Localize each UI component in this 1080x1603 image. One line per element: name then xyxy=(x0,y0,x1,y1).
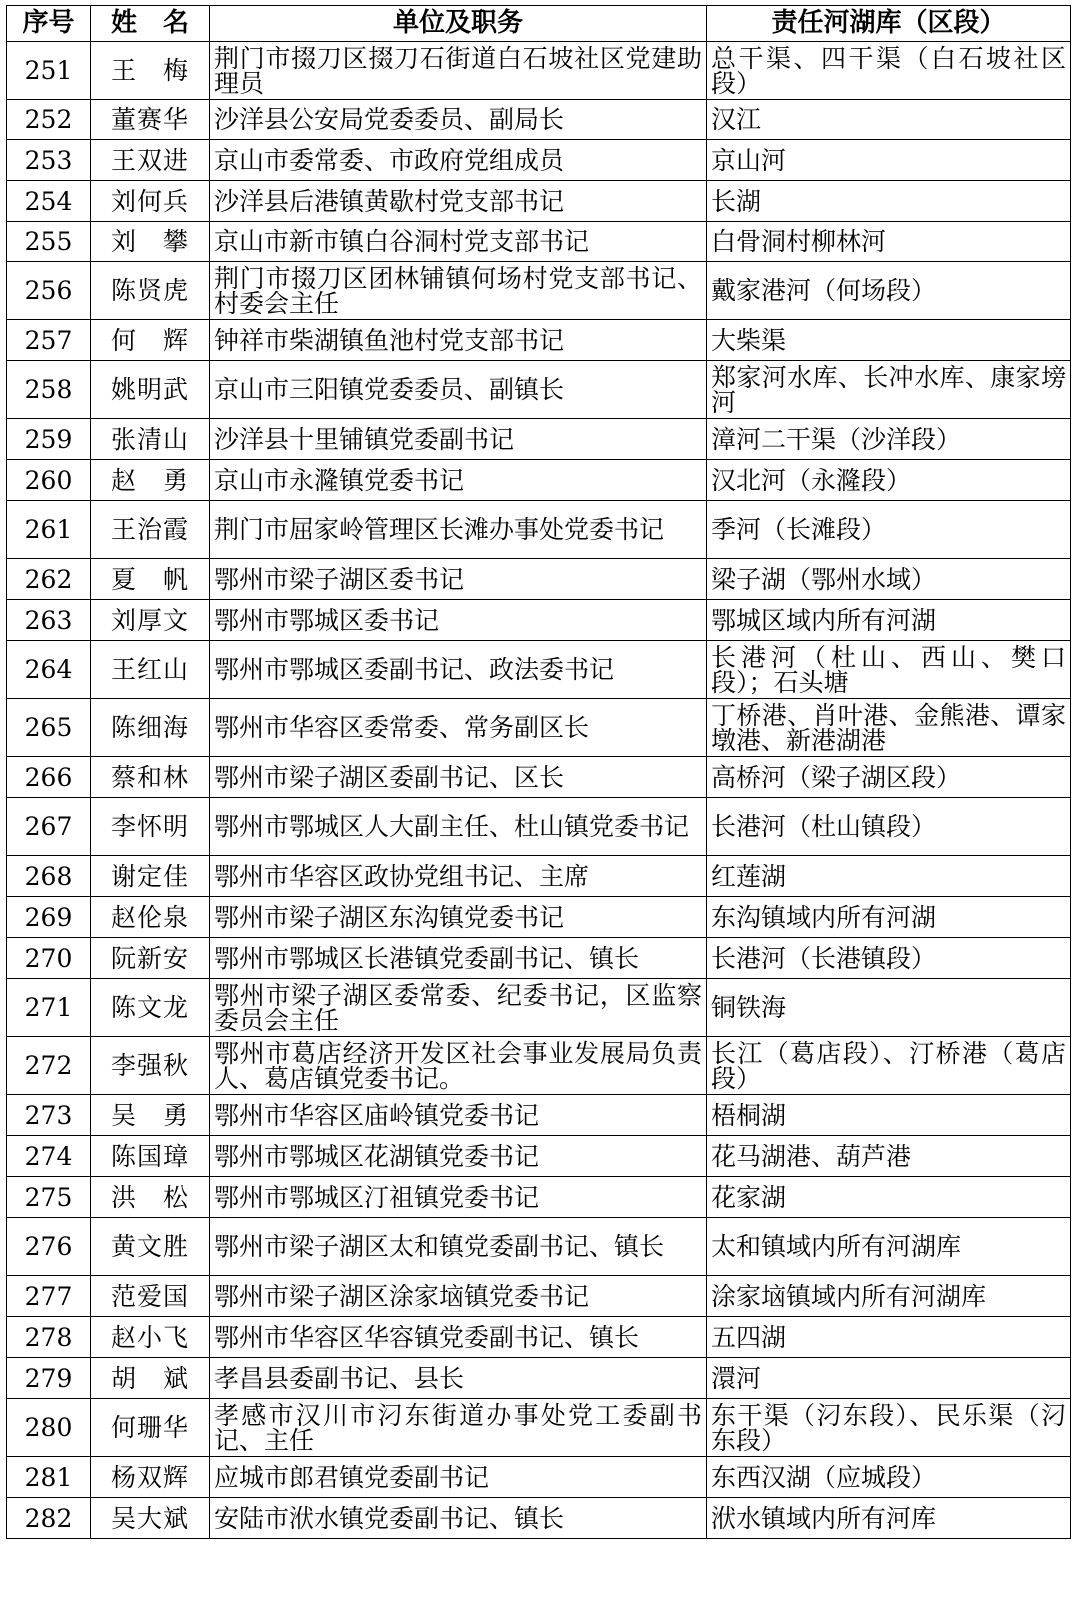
table-row xyxy=(7,1358,1071,1399)
header-unit-position: 单位及职务 xyxy=(210,6,707,42)
cell-unit-position: 鄂州市梁子湖区委副书记、区长 xyxy=(210,757,707,798)
cell-unit-position: 鄂州市华容区华容镇党委副书记、镇长 xyxy=(210,1317,707,1358)
table-row xyxy=(7,1037,1071,1095)
cell-serial: 279 xyxy=(7,1358,91,1399)
table-row xyxy=(7,320,1071,361)
cell-river-lake: 总干渠、四干渠（白石坡社区段） xyxy=(707,42,1071,100)
cell-name: 董赛华 xyxy=(91,100,210,140)
cell-serial: 268 xyxy=(7,856,91,897)
table-row xyxy=(7,100,1071,140)
cell-serial: 273 xyxy=(7,1095,91,1136)
cell-unit-position: 荆门市屈家岭管理区长滩办事处党委书记 xyxy=(210,501,707,559)
cell-name: 陈细海 xyxy=(91,699,210,757)
header-serial: 序号 xyxy=(7,6,91,42)
header-row xyxy=(7,6,1071,42)
cell-unit-position: 沙洋县公安局党委委员、副局长 xyxy=(210,100,707,140)
cell-name: 刘厚文 xyxy=(91,600,210,641)
cell-river-lake: 梧桐湖 xyxy=(707,1095,1071,1136)
table-row xyxy=(7,1136,1071,1177)
cell-unit-position: 安陆市洑水镇党委副书记、镇长 xyxy=(210,1498,707,1539)
cell-serial: 254 xyxy=(7,181,91,222)
cell-serial: 274 xyxy=(7,1136,91,1177)
table-row xyxy=(7,42,1071,100)
table-row xyxy=(7,419,1071,460)
cell-serial: 260 xyxy=(7,460,91,501)
cell-river-lake: 东西汉湖（应城段） xyxy=(707,1457,1071,1498)
table-row xyxy=(7,501,1071,559)
cell-serial: 265 xyxy=(7,699,91,757)
cell-name: 王双进 xyxy=(91,140,210,181)
table-row xyxy=(7,1498,1071,1539)
cell-name: 何 辉 xyxy=(91,320,210,361)
cell-unit-position: 鄂州市华容区庙岭镇党委书记 xyxy=(210,1095,707,1136)
cell-unit-position: 鄂州市鄂城区长港镇党委副书记、镇长 xyxy=(210,938,707,979)
cell-unit-position: 鄂州市鄂城区花湖镇党委书记 xyxy=(210,1136,707,1177)
cell-unit-position: 鄂州市华容区委常委、常务副区长 xyxy=(210,699,707,757)
cell-serial: 278 xyxy=(7,1317,91,1358)
cell-name: 刘 攀 xyxy=(91,222,210,262)
table-row xyxy=(7,757,1071,798)
cell-name: 陈国璋 xyxy=(91,1136,210,1177)
table-row xyxy=(7,938,1071,979)
cell-river-lake: 郑家河水库、长冲水库、康家塝河 xyxy=(707,361,1071,419)
cell-serial: 252 xyxy=(7,100,91,140)
cell-name: 吴大斌 xyxy=(91,1498,210,1539)
table-row xyxy=(7,460,1071,501)
cell-river-lake: 汉江 xyxy=(707,100,1071,140)
table-row xyxy=(7,1177,1071,1218)
cell-serial: 267 xyxy=(7,798,91,856)
cell-serial: 253 xyxy=(7,140,91,181)
table-body xyxy=(7,42,1071,1539)
cell-unit-position: 荆门市掇刀区掇刀石街道白石坡社区党建助理员 xyxy=(210,42,707,100)
cell-unit-position: 沙洋县十里铺镇党委副书记 xyxy=(210,419,707,460)
cell-name: 胡 斌 xyxy=(91,1358,210,1399)
cell-name: 王 梅 xyxy=(91,42,210,100)
cell-unit-position: 鄂州市梁子湖区东沟镇党委书记 xyxy=(210,897,707,938)
table-row xyxy=(7,1095,1071,1136)
cell-name: 陈文龙 xyxy=(91,979,210,1037)
cell-name: 杨双辉 xyxy=(91,1457,210,1498)
cell-river-lake: 高桥河（梁子湖区段） xyxy=(707,757,1071,798)
table-row xyxy=(7,1457,1071,1498)
cell-name: 姚明武 xyxy=(91,361,210,419)
cell-river-lake: 漳河二干渠（沙洋段） xyxy=(707,419,1071,460)
cell-river-lake: 长港河（长港镇段） xyxy=(707,938,1071,979)
cell-unit-position: 京山市三阳镇党委委员、副镇长 xyxy=(210,361,707,419)
cell-river-lake: 丁桥港、肖叶港、金熊港、谭家墩港、新港湖港 xyxy=(707,699,1071,757)
cell-serial: 271 xyxy=(7,979,91,1037)
cell-unit-position: 鄂州市鄂城区汀祖镇党委书记 xyxy=(210,1177,707,1218)
cell-name: 赵小飞 xyxy=(91,1317,210,1358)
table-row xyxy=(7,600,1071,641)
cell-serial: 282 xyxy=(7,1498,91,1539)
cell-serial: 269 xyxy=(7,897,91,938)
cell-unit-position: 鄂州市鄂城区委书记 xyxy=(210,600,707,641)
cell-unit-position: 钟祥市柴湖镇鱼池村党支部书记 xyxy=(210,320,707,361)
cell-unit-position: 鄂州市华容区政协党组书记、主席 xyxy=(210,856,707,897)
cell-name: 阮新安 xyxy=(91,938,210,979)
cell-river-lake: 澴河 xyxy=(707,1358,1071,1399)
cell-serial: 264 xyxy=(7,641,91,699)
table-row xyxy=(7,559,1071,600)
cell-river-lake: 长湖 xyxy=(707,181,1071,222)
cell-river-lake: 洑水镇域内所有河库 xyxy=(707,1498,1071,1539)
cell-serial: 257 xyxy=(7,320,91,361)
table-row xyxy=(7,979,1071,1037)
cell-river-lake: 京山河 xyxy=(707,140,1071,181)
cell-river-lake: 太和镇域内所有河湖库 xyxy=(707,1218,1071,1276)
table-row xyxy=(7,1276,1071,1317)
table-row xyxy=(7,1317,1071,1358)
cell-river-lake: 汉北河（永漋段） xyxy=(707,460,1071,501)
table-row xyxy=(7,361,1071,419)
cell-serial: 272 xyxy=(7,1037,91,1095)
cell-name: 范爱国 xyxy=(91,1276,210,1317)
cell-serial: 277 xyxy=(7,1276,91,1317)
cell-name: 王红山 xyxy=(91,641,210,699)
cell-name: 洪 松 xyxy=(91,1177,210,1218)
cell-serial: 275 xyxy=(7,1177,91,1218)
cell-river-lake: 白骨洞村柳林河 xyxy=(707,222,1071,262)
cell-river-lake: 东沟镇域内所有河湖 xyxy=(707,897,1071,938)
cell-name: 李怀明 xyxy=(91,798,210,856)
table-row xyxy=(7,641,1071,699)
cell-name: 夏 帆 xyxy=(91,559,210,600)
cell-river-lake: 红莲湖 xyxy=(707,856,1071,897)
cell-unit-position: 鄂州市梁子湖区委书记 xyxy=(210,559,707,600)
cell-unit-position: 鄂州市梁子湖区太和镇党委副书记、镇长 xyxy=(210,1218,707,1276)
cell-river-lake: 长港河（杜山镇段） xyxy=(707,798,1071,856)
cell-name: 赵 勇 xyxy=(91,460,210,501)
cell-river-lake: 大柴渠 xyxy=(707,320,1071,361)
cell-name: 张清山 xyxy=(91,419,210,460)
cell-serial: 256 xyxy=(7,262,91,320)
cell-unit-position: 京山市新市镇白谷洞村党支部书记 xyxy=(210,222,707,262)
cell-serial: 276 xyxy=(7,1218,91,1276)
cell-river-lake: 长港河（杜山、西山、樊口段）；石头塘 xyxy=(707,641,1071,699)
cell-river-lake: 五四湖 xyxy=(707,1317,1071,1358)
table-row xyxy=(7,1399,1071,1457)
cell-serial: 262 xyxy=(7,559,91,600)
cell-name: 蔡和林 xyxy=(91,757,210,798)
cell-unit-position: 孝昌县委副书记、县长 xyxy=(210,1358,707,1399)
table-row xyxy=(7,262,1071,320)
cell-serial: 263 xyxy=(7,600,91,641)
cell-river-lake: 花家湖 xyxy=(707,1177,1071,1218)
cell-name: 赵伦泉 xyxy=(91,897,210,938)
table-row xyxy=(7,140,1071,181)
cell-name: 陈贤虎 xyxy=(91,262,210,320)
cell-serial: 280 xyxy=(7,1399,91,1457)
cell-serial: 251 xyxy=(7,42,91,100)
table-row xyxy=(7,798,1071,856)
cell-unit-position: 沙洋县后港镇黄歇村党支部书记 xyxy=(210,181,707,222)
cell-unit-position: 鄂州市葛店经济开发区社会事业发展局负责人、葛店镇党委书记。 xyxy=(210,1037,707,1095)
table-row xyxy=(7,856,1071,897)
cell-river-lake: 季河（长滩段） xyxy=(707,501,1071,559)
cell-serial: 281 xyxy=(7,1457,91,1498)
cell-serial: 259 xyxy=(7,419,91,460)
header-river-lake: 责任河湖库（区段） xyxy=(707,6,1071,42)
cell-unit-position: 鄂州市梁子湖区委常委、纪委书记，区监察委员会主任 xyxy=(210,979,707,1037)
cell-name: 谢定佳 xyxy=(91,856,210,897)
table-row xyxy=(7,897,1071,938)
cell-serial: 258 xyxy=(7,361,91,419)
cell-name: 王治霞 xyxy=(91,501,210,559)
header-name: 姓 名 xyxy=(91,6,210,42)
cell-name: 何珊华 xyxy=(91,1399,210,1457)
cell-river-lake: 戴家港河（何场段） xyxy=(707,262,1071,320)
table-row xyxy=(7,699,1071,757)
cell-unit-position: 孝感市汉川市汈东街道办事处党工委副书记、主任 xyxy=(210,1399,707,1457)
table-row xyxy=(7,222,1071,262)
cell-name: 刘何兵 xyxy=(91,181,210,222)
cell-serial: 270 xyxy=(7,938,91,979)
cell-unit-position: 应城市郎君镇党委副书记 xyxy=(210,1457,707,1498)
cell-name: 李强秋 xyxy=(91,1037,210,1095)
river-chief-table xyxy=(6,5,1071,1539)
cell-unit-position: 荆门市掇刀区团林铺镇何场村党支部书记、村委会主任 xyxy=(210,262,707,320)
cell-name: 黄文胜 xyxy=(91,1218,210,1276)
cell-river-lake: 花马湖港、葫芦港 xyxy=(707,1136,1071,1177)
cell-serial: 261 xyxy=(7,501,91,559)
cell-river-lake: 鄂城区域内所有河湖 xyxy=(707,600,1071,641)
cell-river-lake: 梁子湖（鄂州水域） xyxy=(707,559,1071,600)
cell-river-lake: 铜铁海 xyxy=(707,979,1071,1037)
cell-unit-position: 鄂州市鄂城区人大副主任、杜山镇党委书记 xyxy=(210,798,707,856)
cell-river-lake: 东干渠（汈东段）、民乐渠（汈东段） xyxy=(707,1399,1071,1457)
cell-serial: 255 xyxy=(7,222,91,262)
cell-river-lake: 涂家垴镇域内所有河湖库 xyxy=(707,1276,1071,1317)
table-row xyxy=(7,1218,1071,1276)
cell-river-lake: 长江（葛店段）、汀桥港（葛店段） xyxy=(707,1037,1071,1095)
cell-unit-position: 鄂州市鄂城区委副书记、政法委书记 xyxy=(210,641,707,699)
cell-name: 吴 勇 xyxy=(91,1095,210,1136)
cell-unit-position: 京山市永漋镇党委书记 xyxy=(210,460,707,501)
cell-serial: 266 xyxy=(7,757,91,798)
cell-unit-position: 鄂州市梁子湖区涂家垴镇党委书记 xyxy=(210,1276,707,1317)
table-row xyxy=(7,181,1071,222)
cell-unit-position: 京山市委常委、市政府党组成员 xyxy=(210,140,707,181)
